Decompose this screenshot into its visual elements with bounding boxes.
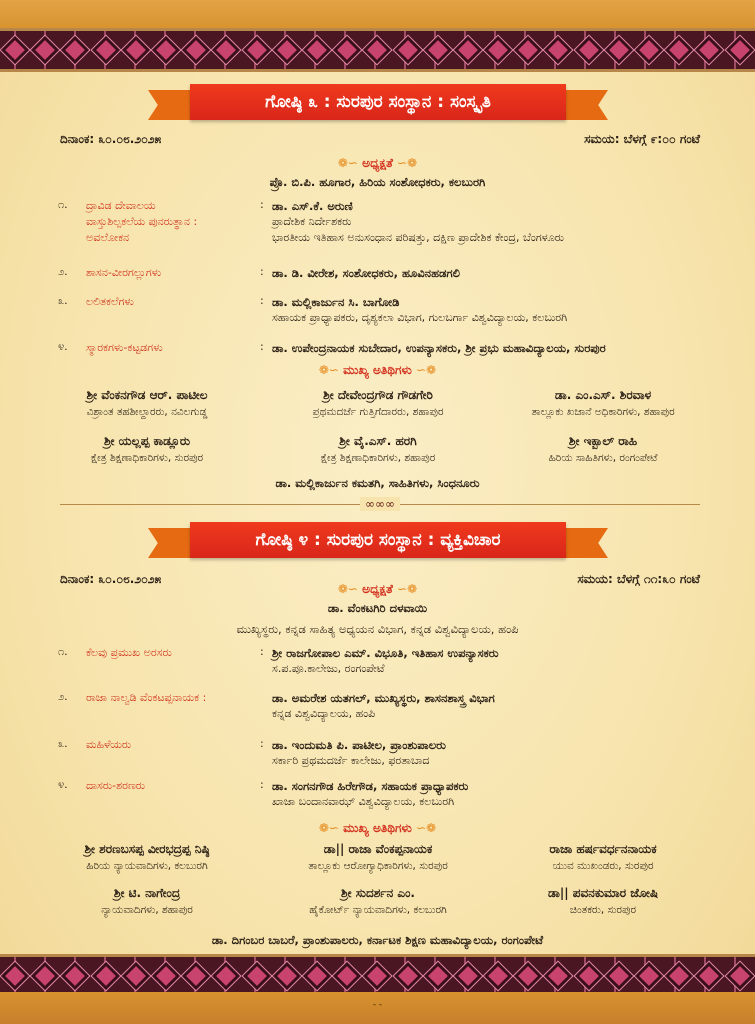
page-number: - -: [372, 1000, 383, 1010]
session2-title: ಗೋಷ್ಠಿ ೪ : ಸುರಪುರ ಸಂಸ್ಥಾನ : ವ್ಯಕ್ತಿವಿಚಾರ: [190, 522, 566, 558]
session1-title: ಗೋಷ್ಠಿ ೩ : ಸುರಪುರ ಸಂಸ್ಥಾನ : ಸಂಸ್ಕೃತಿ: [190, 84, 566, 120]
session2-guest-1: ಶ್ರೀ ಶರಣಬಸಪ್ಪ ವೀರಭದ್ರಪ್ಪ ನಿಷ್ಠಿ ಹಿರಿಯ ನ್ಯಾಯವಾದಿಗಳು, ಕಲಬುರಗಿ: [84, 842, 210, 872]
session1-guest-1: ಶ್ರೀ ವೆಂಕನಗೌಡ ಆರ್. ಪಾಟೀಲ ವಿಶ್ರಾಂತ ತಹಶೀಲ್ದಾರರು, ನವಿಲಗುಡ್ಡ: [86, 388, 208, 418]
session2-date: ದಿನಾಂಕ: ೩೦.೦೮.೨೦೨೫: [60, 572, 162, 586]
session1-guest-2: ಶ್ರೀ ದೇವೇಂದ್ರಗೌಡ ಗೌಡಗೇರಿ ಪ್ರಥಮದರ್ಜೆ ಗುತ್ತಿಗೆದಾರರು, ಶಹಾಪುರ: [312, 388, 444, 418]
session1-chair-heading: ❁∽ ಅಧ್ಯಕ್ಷತೆ ∽❁: [337, 156, 418, 170]
session2-closing: ಡಾ. ದಿಗಂಬರ ಬಾಬರೆ, ಪ್ರಾಂಶುಪಾಲರು, ಕರ್ನಾಟಕ ಶಿಕ್ಷಣ ಮಹಾವಿದ್ಯಾಲಯ, ರಂಗಂಪೇಟೆ: [211, 933, 544, 947]
session1-banner: [148, 84, 608, 120]
session1-closing: ಡಾ. ಮಲ್ಲಿಕಾರ್ಜುನ ಕಮತಗಿ, ಸಾಹಿತಿಗಳು, ಸಿಂಧನೂರು: [275, 476, 480, 490]
session1-chair: ಪ್ರೊ. ಬಿ.ಪಿ. ಹೂಗಾರ, ಹಿರಿಯ ಸಂಶೋಧಕರು, ಕಲಬುರಗಿ: [269, 175, 486, 189]
top-gold-band: [0, 0, 755, 30]
session1-guest-5: ಶ್ರೀ ವೈ.ಎಸ್. ಹರಗಿ ಕ್ಷೇತ್ರ ಶಿಕ್ಷಣಾಧಿಕಾರಿಗಳು, ಶಹಾಪುರ: [320, 434, 436, 464]
session2-guests-heading: ❁∽ ಮುಖ್ಯ ಅತಿಥಿಗಳು ∽❁: [318, 821, 437, 835]
top-decorative-border: [0, 28, 755, 72]
session2-banner: [148, 522, 608, 558]
session1-guests-heading: ❁∽ ಮುಖ್ಯ ಅತಿಥಿಗಳು ∽❁: [318, 363, 437, 377]
session2-chair-desc: ಮುಖ್ಯಸ್ಥರು, ಕನ್ನಡ ಸಾಹಿತ್ಯ ಅಧ್ಯಯನ ವಿಭಾಗ, ಕನ್ನಡ ವಿಶ್ವವಿದ್ಯಾಲಯ, ಹಂಪಿ: [236, 622, 519, 636]
section-divider: [60, 497, 700, 511]
session1-guest-4: ಶ್ರೀ ಯಲ್ಲಪ್ಪ ಕಾಡ್ಲೂರು ಕ್ಷೇತ್ರ ಶಿಕ್ಷಣಾಧಿಕಾರಿಗಳು, ಸುರಪುರ: [90, 434, 204, 464]
session1-guest-6: ಶ್ರೀ ಇಕ್ಬಾಲ್ ರಾಹಿ ಹಿರಿಯ ಸಾಹಿತಿಗಳು, ರಂಗಂಪೇಟೆ: [548, 434, 658, 464]
program-page: ಗೋಷ್ಠಿ ೩ : ಸುರಪುರ ಸಂಸ್ಥಾನ : ಸಂಸ್ಕೃತಿ ದಿನಾಂಕ: ೩೦.೦೮.೨೦೨೫ ಸಮಯ: ಬೆಳಗ್ಗೆ ೯:೦೦ ಗಂಟೆ ❁∽ ಅಧ್ಯಕ್ಷತೆ ∽❁ ಪ್ರೊ. ಬಿ.ಪಿ. ಹೂಗಾರ, ಹಿರಿಯ ಸಂಶೋಧಕರು, ಕಲಬುರಗಿ ೧. ದ್ರಾವಿಡ ದೇವಾಲಯ ವಾಸ್ತುಶಿಲ್ಪಕಲೆಯ ಪುನರುತ್ಥಾನ : ಅವಲೋಕನ : ಡಾ. ಎಸ್.ಕೆ. ಅರುಣಿ ಪ್ರಾದೇಶಿಕ ನಿರ್ದೇಶಕರು ಭಾರತೀಯ ಇತಿಹಾಸ ಅನುಸಂಧಾನ ಪರಿಷತ್ತು, ದಕ್ಷಿಣ ಪ್ರಾದೇಶಿಕ ಕೇಂದ್ರ, ಬೆಂಗಳೂರು ೨. ಶಾಸನ-ವೀರಗಲ್ಲುಗಳು : ಡಾ. ಡಿ. ವೀರೇಶ, ಸಂಶೋಧಕರು, ಹೂವಿನಹಡಗಲಿ ೩. ಲಲಿತಕಲೆಗಳು : ಡಾ. ಮಲ್ಲಿಕಾರ್ಜುನ ಸಿ. ಬಾಗೋಡಿ ಸಹಾಯಕ ಪ್ರಾಧ್ಯಾಪಕರು, ದೃಶ್ಯಕಲಾ ವಿಭಾಗ, ಗುಲಬರ್ಗಾ ವಿಶ್ವವಿದ್ಯಾಲಯ, ಕಲಬುರಗಿ ೪. ಸ್ಮಾರಕಗಳು-ಕಟ್ಟಡಗಳು : ಡಾ. ಉಪೇಂದ್ರನಾಯಕ ಸುಬೇದಾರ, ಉಪನ್ಯಾಸಕರು, ಶ್ರೀ ಪ್ರಭು ಮಹಾವಿದ್ಯಾಲಯ, ಸುರಪುರ ❁∽ ಮುಖ್ಯ ಅತಿಥಿಗಳು ∽❁ ಶ್ರೀ ವೆಂಕನಗೌಡ ಆರ್. ಪಾಟೀಲ ವಿಶ್ರಾಂತ ತಹಶೀಲ್ದಾರರು, ನವಿಲಗುಡ್ಡ ಶ್ರೀ ದೇವೇಂದ್ರಗೌಡ ಗೌಡಗೇರಿ ಪ್ರಥಮದರ್ಜೆ ಗುತ್ತಿಗೆದಾರರು, ಶಹಾಪುರ ಡಾ. ಎಂ.ಎಸ್. ಶಿರವಾಳ ತಾಲ್ಲೂಕು ಖಜಾನೆ ಅಧಿಕಾರಿಗಳು, ಶಹಾಪುರ ಶ್ರೀ ಯಲ್ಲಪ್ಪ ಕಾಡ್ಲೂರು ಕ್ಷೇತ್ರ ಶಿಕ್ಷಣಾಧಿಕಾರಿಗಳು, ಸುರಪುರ ಶ್ರೀ ವೈ.ಎಸ್. ಹರಗಿ ಕ್ಷೇತ್ರ ಶಿಕ್ಷಣಾಧಿಕಾರಿಗಳು, ಶಹಾಪುರ ಶ್ರೀ ಇಕ್ಬಾಲ್ ರಾಹಿ ಹಿರಿಯ ಸಾಹಿತಿಗಳು, ರಂಗಂಪೇಟೆ ಡಾ. ಮಲ್ಲಿಕಾರ್ಜುನ ಕಮತಗಿ, ಸಾಹಿತಿಗಳು, ಸಿಂಧನೂರು ∞∞∞ ಗೋಷ್ಠಿ ೪ : ಸುರಪುರ ಸಂಸ್ಥಾನ : ವ್ಯಕ್ತಿವಿಚಾರ ದಿನಾಂಕ: ೩೦.೦೮.೨೦೨೫ ಸಮಯ: ಬೆಳಗ್ಗೆ ೧೧:೩೦ ಗಂಟೆ ❁∽ ಅಧ್ಯಕ್ಷತೆ ∽❁ ಡಾ. ವೆಂಕಟಗಿರಿ ದಳವಾಯಿ ಮುಖ್ಯಸ್ಥರು, ಕನ್ನಡ ಸಾಹಿತ್ಯ ಅಧ್ಯಯನ ವಿಭಾಗ, ಕನ್ನಡ ವಿಶ್ವವಿದ್ಯಾಲಯ, ಹಂಪಿ ೧. ಕೆಲವು ಪ್ರಮುಖ ಅರಸರು : ಶ್ರೀ ರಾಜಗೋಪಾಲ ಎಮ್. ವಿಭೂತಿ, ಇತಿಹಾಸ ಉಪನ್ಯಾಸಕರು ಸ.ಪ.ಪೂ.ಕಾಲೇಜು, ರಂಗಂಪೇಟೆ ೨. ರಾಜಾ ನಾಲ್ವಡಿ ವೆಂಕಟಪ್ಪನಾಯಕ : ಡಾ. ಅಮರೇಶ ಯತಗಲ್, ಮುಖ್ಯಸ್ಥರು, ಶಾಸನಶಾಸ್ತ್ರ ವಿಭಾಗ ಕನ್ನಡ ವಿಶ್ವವಿದ್ಯಾಲಯ, ಹಂಪಿ ೩. ಮಹಿಳೆಯರು : ಡಾ. ಇಂದುಮತಿ ಪಿ. ಪಾಟೀಲ, ಪ್ರಾಂಶುಪಾಲರು ಸರ್ಕಾರಿ ಪ್ರಥಮದರ್ಜೆ ಕಾಲೇಜು, ಫರತಾಬಾದ ೪. ದಾಸರು-ಶರಣರು : ಡಾ. ಸಂಗನಗೌಡ ಹಿರೇಗೌಡ, ಸಹಾಯಕ ಪ್ರಾಧ್ಯಾಪಕರು ಖಾಜಾ ಬಂದಾನವಾಝ್ ವಿಶ್ವವಿದ್ಯಾಲಯ, ಕಲಬುರಗಿ ❁∽ ಮುಖ್ಯ ಅತಿಥಿಗಳು ∽❁ ಶ್ರೀ ಶರಣಬಸಪ್ಪ ವೀರಭದ್ರಪ್ಪ ನಿಷ್ಠಿ ಹಿರಿಯ ನ್ಯಾಯವಾದಿಗಳು, ಕಲಬುರಗಿ ಡಾ|| ರಾಜಾ ವೆಂಕಪ್ಪನಾಯಕ ತಾಲ್ಲೂಕು ಆರೋಗ್ಯಾಧಿಕಾರಿಗಳು, ಸುರಪುರ ರಾಜಾ ಹರ್ಷವರ್ಧನನಾಯಕ ಯುವ ಮುಖಂಡರು, ಸುರಪುರ ಶ್ರೀ ಟಿ. ನಾಗೇಂದ್ರ ನ್ಯಾಯವಾದಿಗಳು, ಶಹಾಪುರ ಶ್ರೀ ಸುದರ್ಶನ ಎಂ. ಹೈಕೋರ್ಟ್ ನ್ಯಾಯವಾದಿಗಳು, ಕಲಬುರಗಿ ಡಾ|| ಪವನಕುಮಾರ ಜೋಷಿ ಚಿಂತಕರು, ಸುರಪುರ ಡಾ. ದಿಗಂಬರ ಬಾಬರೆ, ಪ್ರಾಂಶುಪಾಲರು, ಕರ್ನಾಟಕ ಶಿಕ್ಷಣ ಮಹಾವಿದ್ಯಾಲಯ, ರಂಗಂಪೇಟೆ - -: [0, 0, 755, 1024]
session2-guest-3: ರಾಜಾ ಹರ್ಷವರ್ಧನನಾಯಕ ಯುವ ಮುಖಂಡರು, ಸುರಪುರ: [549, 842, 657, 872]
session1-time: ಸಮಯ: ಬೆಳಗ್ಗೆ ೯:೦೦ ಗಂಟೆ: [584, 132, 700, 146]
session2-chair-name: ಡಾ. ವೆಂಕಟಗಿರಿ ದಳವಾಯಿ: [327, 601, 428, 615]
session1-guest-3: ಡಾ. ಎಂ.ಎಸ್. ಶಿರವಾಳ ತಾಲ್ಲೂಕು ಖಜಾನೆ ಅಧಿಕಾರಿಗಳು, ಶಹಾಪುರ: [531, 388, 675, 418]
divider-knot: ∞∞∞: [360, 497, 400, 511]
session1-date: ದಿನಾಂಕ: ೩೦.೦೮.೨೦೨೫: [60, 132, 162, 146]
session2-chair-heading: ❁∽ ಅಧ್ಯಕ್ಷತೆ ∽❁: [337, 582, 418, 596]
session2-guest-2: ಡಾ|| ರಾಜಾ ವೆಂಕಪ್ಪನಾಯಕ ತಾಲ್ಲೂಕು ಆರೋಗ್ಯಾಧಿಕಾರಿಗಳು, ಸುರಪುರ: [308, 842, 448, 872]
session2-time: ಸಮಯ: ಬೆಳಗ್ಗೆ ೧೧:೩೦ ಗಂಟೆ: [577, 572, 700, 586]
session2-guest-4: ಶ್ರೀ ಟಿ. ನಾಗೇಂದ್ರ ನ್ಯಾಯವಾದಿಗಳು, ಶಹಾಪುರ: [101, 886, 193, 916]
session2-guest-5: ಶ್ರೀ ಸುದರ್ಶನ ಎಂ. ಹೈಕೋರ್ಟ್ ನ್ಯಾಯವಾದಿಗಳು, ಕಲಬುರಗಿ: [309, 886, 447, 916]
session2-guest-6: ಡಾ|| ಪವನಕುಮಾರ ಜೋಷಿ ಚಿಂತಕರು, ಸುರಪುರ: [547, 886, 659, 916]
